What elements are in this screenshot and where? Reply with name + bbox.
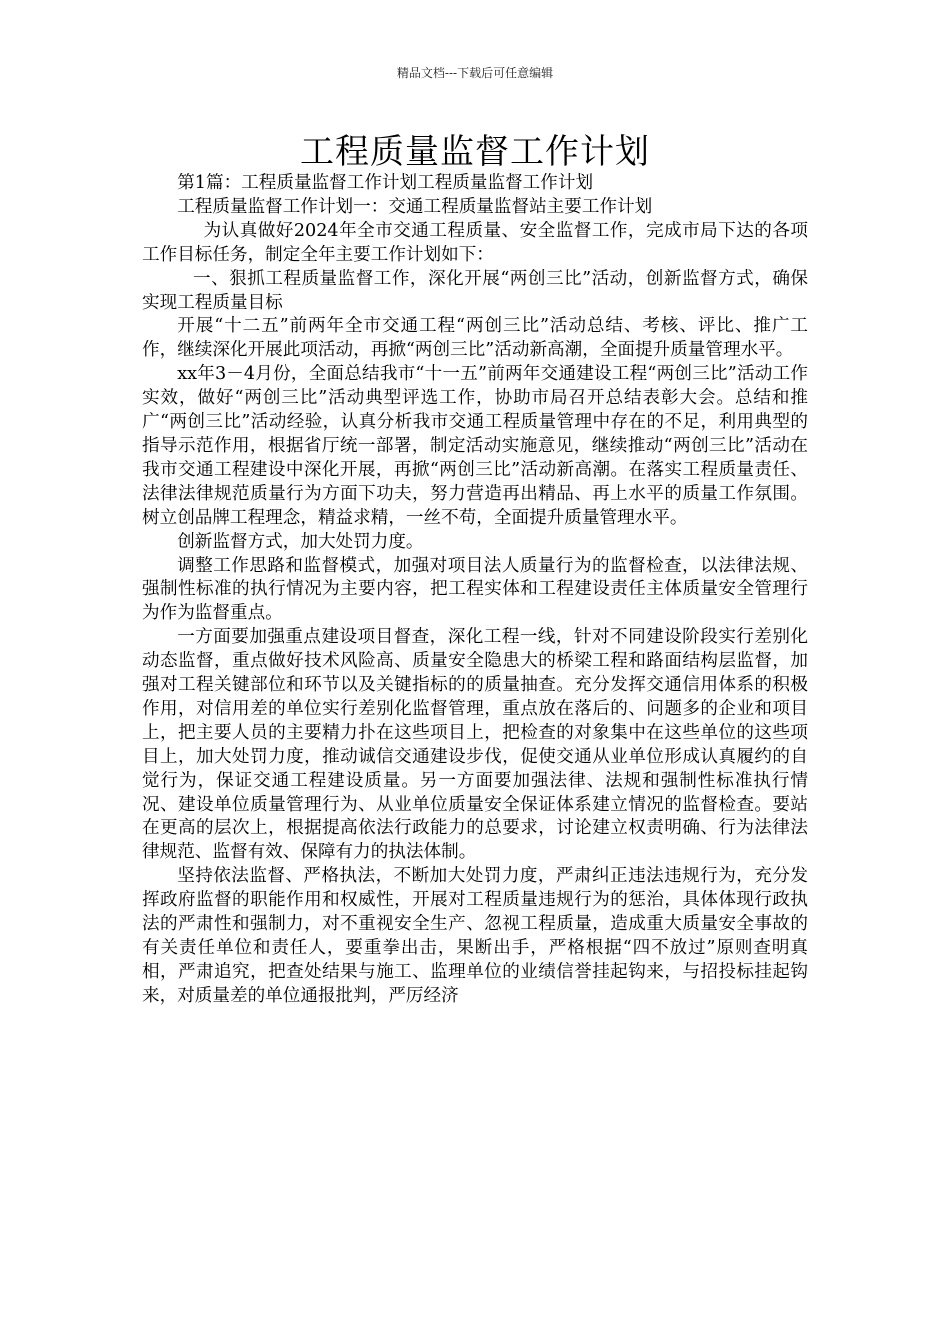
paragraph: 坚持依法监督、严格执法，不断加大处罚力度，严肃纠正违法违规行为，充分发挥政府监督的职能作用和权威性，开展对工程质量违规行为的惩治，具体体现行政执法的严肃性和强制力，对不重视安全生产、忽视工程质量，造成重大质量安全事故的有关责任单位和责任人，要重拳出击，果断出手，严格根据“四不放过”原则查明真相，严肃追究，把查处结果与施工、监理单位的业绩信誉挂起钩来，与招投标挂起钩来，对质量差的单位通报批判，严厉经济 (142, 866, 808, 1006)
paragraph: 开展“十二五”前两年全市交通工程“两创三比”活动总结、考核、评比、推广工作，继续深化开展此项活动，再掀“两创三比”活动新高潮，全面提升质量管理水平。 (142, 316, 808, 361)
paragraph-part-heading: 第1篇：工程质量监督工作计划工程质量监督工作计划 (177, 173, 594, 193)
document-body (142, 172, 808, 1009)
paragraph-plan-heading: 工程质量监督工作计划一：交通工程质量监督站主要工作计划 (177, 196, 653, 217)
paragraph: 创新监督方式，加大处罚力度。 (177, 531, 424, 552)
paragraph-intro: 为认真做好2024年全市交通工程质量、安全监督工作，完成市局下达的各项工作目标任务，制定全年主要工作计划如下： (142, 220, 808, 265)
document-title: 工程质量监督工作计划 (300, 132, 650, 172)
paragraph: 调整工作思路和监督模式，加强对项目法人质量行为的监督检查，以法律法规、强制性标准的执行情况为主要内容，把工程实体和工程建设责任主体质量安全管理行为作为监督重点。 (142, 555, 808, 624)
header-watermark: 精品文档---下载后可任意编辑 (396, 66, 554, 80)
paragraph: 一方面要加强重点建设项目督查，深化工程一线，针对不同建设阶段实行差别化动态监督，重点做好技术风险高、质量安全隐患大的桥梁工程和路面结构层监督，加强对工程关键部位和环节以及关键指标的的质量抽查。充分发挥交通信用体系的积极作用，对信用差的单位实行差别化监督管理，重点放在落后的、问题多的企业和项目上，把主要人员的主要精力扑在这些项目上，把检查的对象集中在这些单位的这些项目上，加大处罚力度，推动诚信交通建设步伐，促使交通从业单位形成认真履约的自觉行为，保证交通工程建设质量。另一方面要加强法律、法规和强制性标准执行情况、建设单位质量管理行为、从业单位质量安全保证体系建立情况的监督检查。要站在更高的层次上，根据提高依法行政能力的总要求，讨论建立权责明确、行为法律法律规范、监督有效、保障有力的执法体制。 (142, 627, 808, 863)
paragraph-section-one: 一、狠抓工程质量监督工作，深化开展“两创三比”活动，创新监督方式，确保实现工程质量目标 (142, 268, 808, 313)
paragraph: xx年3－4月份，全面总结我市“十一五”前两年交通建设工程“两创三比”活动工作实效，做好“两创三比”活动典型评选工作，协助市局召开总结表彰大会。总结和推广“两创三比”活动经验，认真分析我市交通工程质量管理中存在的不足，利用典型的指导示范作用，根据省厅统一部署，制定活动实施意见，继续推动“两创三比”活动在我市交通工程建设中深化开展，再掀“两创三比”活动新高潮。在落实工程质量责任、法律法律规范质量行为方面下功夫，努力营造再出精品、再上水平的质量工作氛围。树立创品牌工程理念，精益求精，一丝不苟，全面提升质量管理水平。 (142, 364, 808, 528)
